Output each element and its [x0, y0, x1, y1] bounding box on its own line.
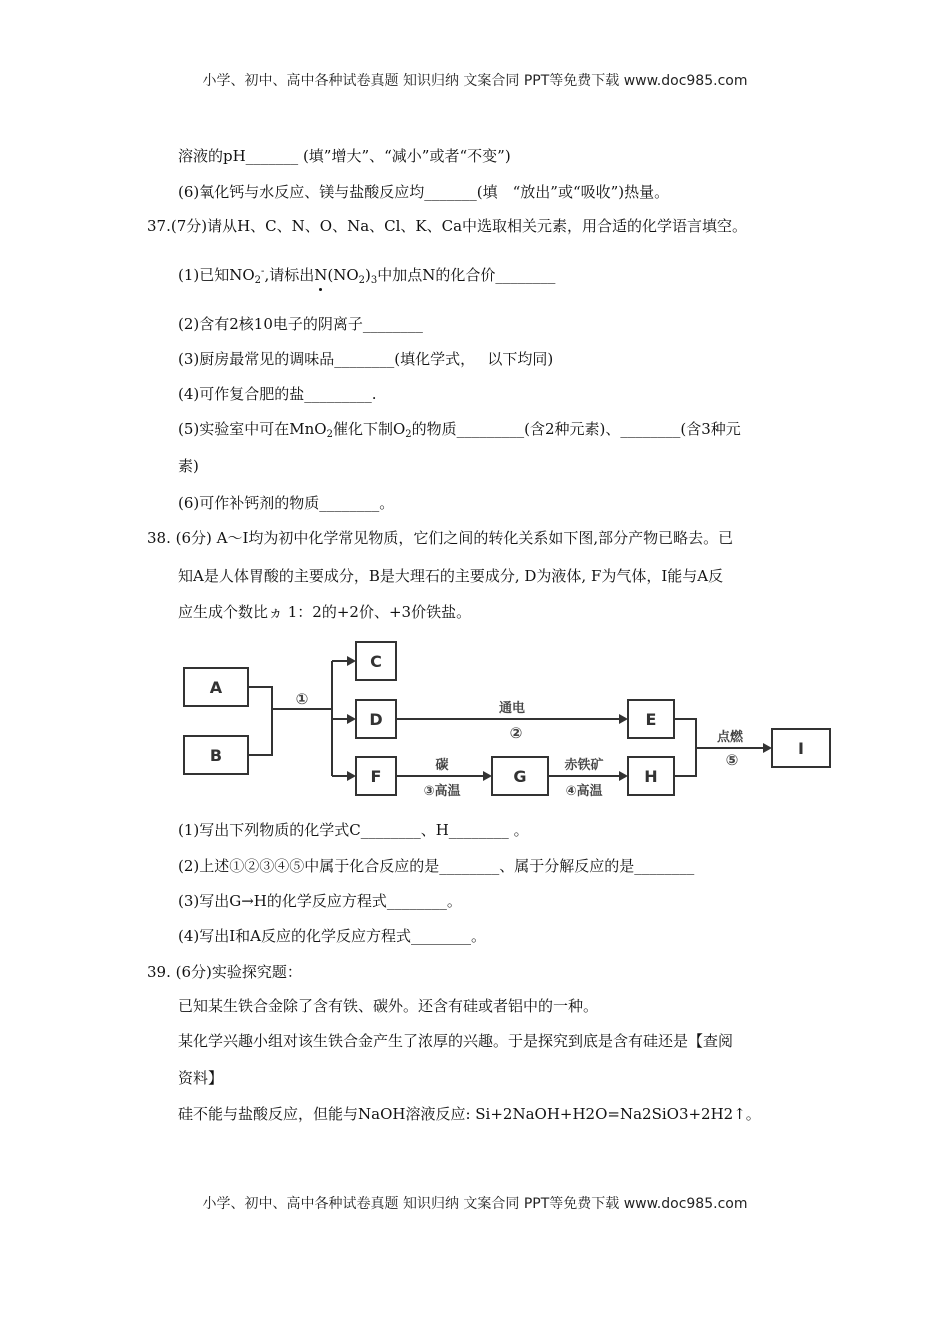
q37-p1-text-e: 中加点N的化合价________	[377, 266, 556, 284]
gh-condition-top: 赤铁矿	[564, 758, 604, 773]
q36-part6: (6)氧化钙与水反应、镁与盐酸反应均_______(填 “放出”或“吸收”)热量。	[178, 183, 670, 201]
ei-step-number: ⑤	[725, 751, 739, 769]
q37-p1-dotted-n: N	[314, 266, 328, 284]
label-g: G	[513, 767, 527, 786]
q37-part4: (4)可作复合肥的盐_________.	[178, 385, 377, 403]
label-b: B	[209, 746, 223, 765]
q38-stem-line2: 知A是人体胃酸的主要成分，B是大理石的主要成分, D为液体, F为气体，I能与A反	[178, 567, 724, 585]
de-condition: 通电	[498, 701, 526, 716]
page-footer: 小学、初中、高中各种试卷真题 知识归纳 文案合同 PPT等免费下载 www.doc985.com	[202, 1196, 748, 1212]
q37-p5-text-a: (5)实验室中可在MnO	[178, 420, 327, 438]
conversion-flow-diagram	[176, 638, 840, 818]
q37-part1	[178, 262, 555, 291]
arrowhead-g	[483, 771, 492, 781]
q37-p1-sub-d: 3	[370, 275, 378, 286]
ab-bracket	[248, 687, 272, 755]
label-a: A	[209, 678, 223, 697]
q38-part1: (1)写出下列物质的化学式C________、H________ 。	[178, 821, 529, 839]
q37-p5-sub-1: 2	[326, 429, 333, 440]
q38-part3: (3)写出G→H的化学反应方程式________。	[178, 892, 462, 910]
q37-p1-sup-a: -	[261, 266, 265, 277]
q39-line4: 硅不能与盐酸反应，但能与NaOH溶液反应: Si+2NaOH+H2O=Na2SiO3+2H2↑。	[178, 1105, 761, 1123]
arrowhead-i	[763, 743, 772, 753]
q39-line1: 已知某生铁合金除了含有铁、碳外。还含有硅或者铝中的一种。	[178, 997, 599, 1015]
q39-line3: 资料】	[178, 1069, 224, 1087]
q37-part5-continuation: 素)	[178, 457, 199, 475]
label-i: I	[798, 739, 804, 758]
q37-p1-sub-c: 2	[358, 275, 365, 286]
label-d: D	[369, 710, 383, 729]
label-e: E	[645, 710, 657, 729]
q37-p1-sub-a: 2	[254, 275, 262, 286]
page-header: 小学、初中、高中各种试卷真题 知识归纳 文案合同 PPT等免费下载 www.doc985.com	[202, 73, 748, 89]
step1-label: ①	[295, 690, 309, 708]
q38-stem-line3: 应生成个数比ヵ 1：2的+2价、+3价铁盐。	[178, 603, 472, 621]
q37-p1-text-b: ,请标出	[264, 266, 315, 284]
q37-p1-text-a: (1)已知NO	[178, 266, 255, 284]
fg-condition-top: 碳	[435, 758, 449, 773]
gh-condition-bottom: ④高温	[565, 784, 603, 799]
arrowhead-e	[619, 714, 628, 724]
arrowhead-d	[347, 714, 356, 724]
q39-stem: 39. (6分)实验探究题：	[147, 963, 302, 981]
q39-line2: 某化学兴趣小组对该生铁合金产生了浓厚的兴趣。于是探究到底是含有硅还是【查阅	[178, 1032, 734, 1050]
de-step-number: ②	[509, 724, 523, 742]
label-c: C	[370, 652, 382, 671]
q38-part4: (4)写出I和A反应的化学反应方程式________。	[178, 927, 487, 945]
q37-part2: (2)含有2核10电子的阴离子________	[178, 315, 423, 333]
arrowhead-f	[347, 771, 356, 781]
q38-part2: (2)上述①②③④⑤中属于化合反应的是________、属于分解反应的是________	[178, 857, 695, 875]
q37-p1-text-d: )	[365, 266, 371, 284]
arrowhead-c	[347, 656, 356, 666]
q37-part6: (6)可作补钙剂的物质________。	[178, 494, 395, 512]
q37-p5-sub-2: 2	[405, 429, 412, 440]
label-h: H	[644, 767, 658, 786]
ei-condition: 点燃	[716, 730, 744, 745]
label-f: F	[370, 767, 382, 786]
arrowhead-h	[619, 771, 628, 781]
q37-p5-text-c: 的物质_________(含2种元素)、________(含3种元	[411, 420, 741, 438]
q37-p1-text-c: (NO	[327, 266, 359, 284]
q38-stem-line1: 38. (6分) A～I均为初中化学常见物质，它们之间的转化关系如下图,部分产物已略去。已	[147, 529, 734, 547]
q37-part3: (3)厨房最常见的调味品________(填化学式， 以下均同)	[178, 350, 554, 368]
q36-part5-continuation: 溶液的pH_______ (填”增大”、“减小”或者“不变”)	[178, 147, 511, 165]
q37-part5	[178, 419, 741, 445]
fg-condition-bottom: ③高温	[423, 784, 461, 799]
q37-stem: 37.(7分)请从H、C、N、O、Na、Cl、K、Ca中选取相关元素，用合适的化学语言填空。	[147, 217, 748, 235]
q37-p5-text-b: 催化下制O	[332, 420, 406, 438]
eh-bracket	[674, 719, 696, 776]
